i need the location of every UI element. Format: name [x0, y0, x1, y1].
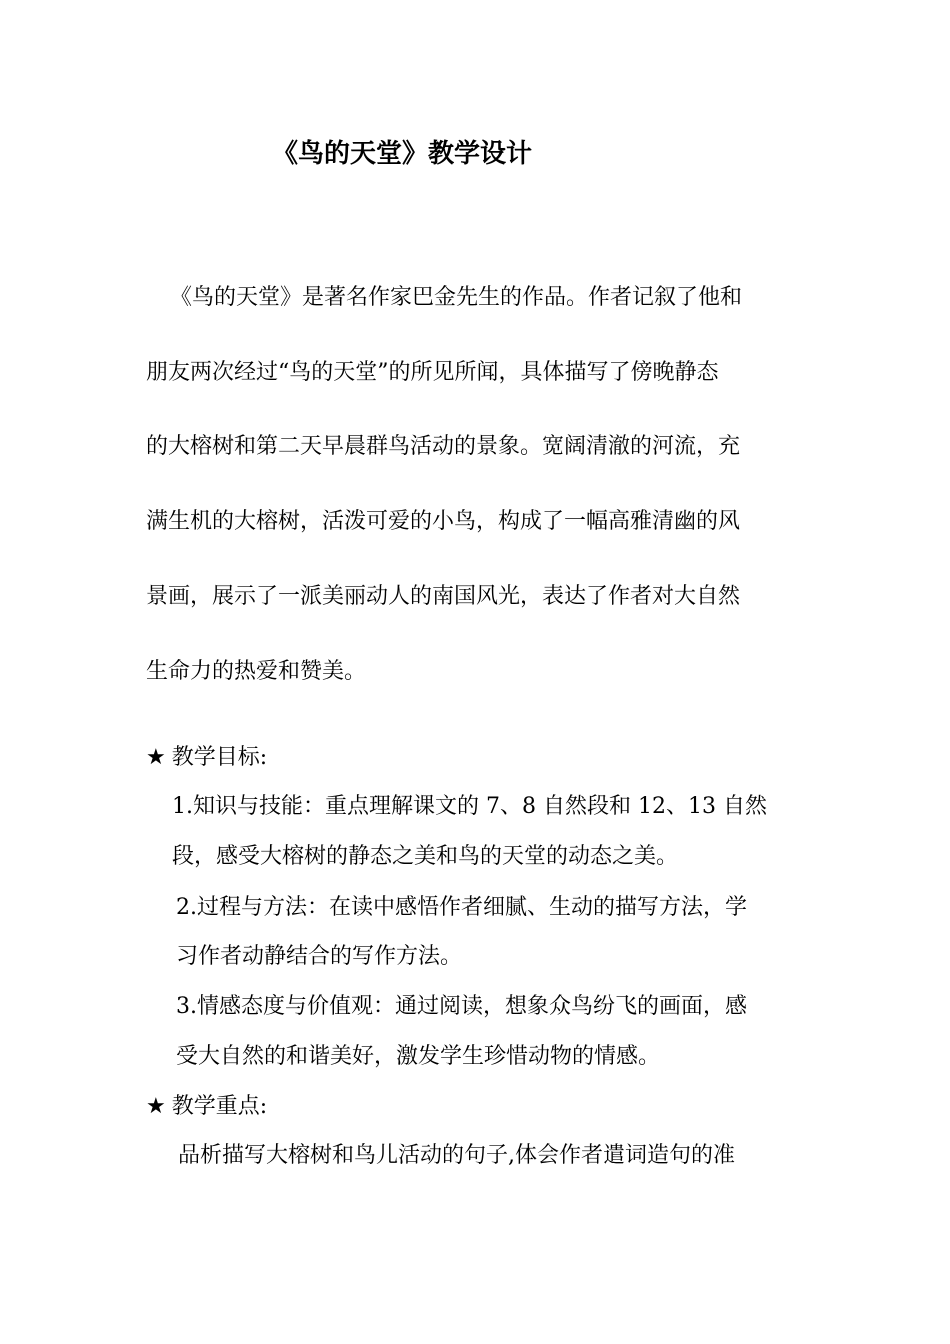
objective-3-line-2: 受大自然的和谐美好，激发学生珍惜动物的情感。 [176, 1044, 661, 1069]
intro-line-4: 满生机的大榕树，活泼可爱的小鸟，构成了一幅高雅清幽的风 [146, 509, 741, 534]
intro-line-3: 的大榕树和第二天早晨群鸟活动的景象。宽阔清澈的河流，充 [146, 434, 741, 459]
objective-3-line-1: 3.情感态度与价值观：通过阅读，想象众鸟纷飞的画面，感 [176, 994, 747, 1019]
objective-2-line-2: 习作者动静结合的写作方法。 [176, 944, 463, 969]
intro-line-2: 朋友两次经过“鸟的天堂”的所见所闻，具体描写了傍晚静态 [146, 360, 719, 385]
star-icon: ★ [146, 1094, 166, 1119]
key-points-line-1: 品析描写大榕树和鸟儿活动的句子,体会作者遣词造句的准 [178, 1143, 735, 1168]
key-points-heading-label: 教学重点: [171, 1094, 268, 1119]
objectives-heading [146, 743, 267, 773]
intro-line-5: 景画，展示了一派美丽动人的南国风光，表达了作者对大自然 [146, 584, 741, 609]
objective-2-line-1: 2.过程与方法：在读中感悟作者细腻、生动的描写方法，学 [176, 895, 747, 920]
star-icon: ★ [146, 745, 166, 770]
objectives-heading-label: 教学目标: [171, 745, 268, 770]
key-points-heading [146, 1092, 267, 1122]
page-title: 《鸟的天堂》教学设计 [272, 139, 533, 169]
intro-line-6: 生命力的热爱和赞美。 [146, 659, 367, 684]
objective-1-line-2: 段，感受大榕树的静态之美和鸟的天堂的动态之美。 [172, 844, 679, 869]
intro-line-1: 《鸟的天堂》是著名作家巴金先生的作品。作者记叙了他和 [170, 285, 743, 310]
objective-1-line-1: 1.知识与技能：重点理解课文的 7、8 自然段和 12、13 自然 [172, 794, 767, 819]
